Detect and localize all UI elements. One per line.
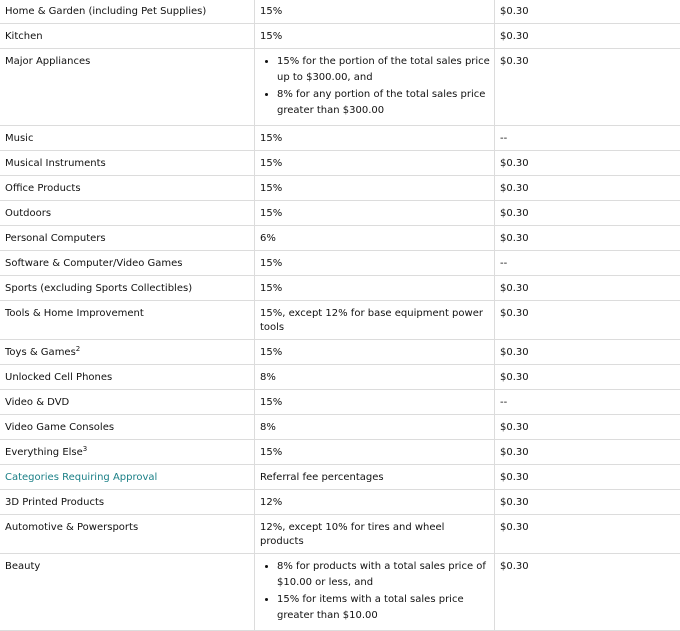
category-cell (0, 251, 255, 276)
table-row (0, 365, 680, 390)
category-cell (0, 340, 255, 365)
min-fee-cell: $0.30 (495, 176, 680, 201)
referral-fee-cell: Referral fee percentages (255, 465, 495, 490)
table-row (0, 126, 680, 151)
list-item: • 15% for items with a total sales price greater than $10.00 (277, 592, 490, 623)
category-cell (0, 151, 255, 176)
category-cell (0, 415, 255, 440)
category-cell (0, 126, 255, 151)
category-label: Musical Instruments (5, 158, 106, 169)
referral-fee-cell (255, 554, 495, 631)
category-label: Tools & Home Improvement (5, 308, 144, 319)
min-fee-cell: $0.30 (495, 554, 680, 631)
referral-fee-cell: 15% (255, 251, 495, 276)
category-cell (0, 490, 255, 515)
category-label: Unlocked Cell Phones (5, 372, 112, 383)
category-cell (0, 554, 255, 631)
min-fee-cell: $0.30 (495, 515, 680, 554)
min-fee-cell: $0.30 (495, 226, 680, 251)
referral-fee-list (260, 559, 490, 623)
category-cell (0, 276, 255, 301)
referral-fee-cell: 15% (255, 390, 495, 415)
min-fee-cell: $0.30 (495, 490, 680, 515)
table-row (0, 465, 680, 490)
list-item: • 8% for any portion of the total sales price greater than $300.00 (277, 87, 490, 118)
referral-fee-cell: 15% (255, 440, 495, 465)
category-label: Major Appliances (5, 56, 90, 67)
referral-fee-cell: 12% (255, 490, 495, 515)
table-row (0, 276, 680, 301)
referral-fee-cell: 15% (255, 151, 495, 176)
category-label: Toys & Games (5, 347, 76, 358)
referral-fee-cell (255, 49, 495, 126)
table-row (0, 440, 680, 465)
min-fee-cell: $0.30 (495, 151, 680, 176)
table-row (0, 176, 680, 201)
category-label: Everything Else (5, 447, 83, 458)
min-fee-cell: $0.30 (495, 440, 680, 465)
min-fee-cell: -- (495, 251, 680, 276)
min-fee-cell: $0.30 (495, 415, 680, 440)
category-cell (0, 390, 255, 415)
category-label: Video Game Consoles (5, 422, 114, 433)
list-item: • 8% for products with a total sales price of $10.00 or less, and (277, 559, 490, 590)
table-row (0, 490, 680, 515)
referral-fee-cell: 8% (255, 365, 495, 390)
category-cell (0, 24, 255, 49)
category-cell (0, 226, 255, 251)
list-item: • 15% for the portion of the total sales price up to $300.00, and (277, 54, 490, 85)
category-label: 3D Printed Products (5, 497, 104, 508)
category-cell (0, 440, 255, 465)
category-cell (0, 0, 255, 24)
referral-fee-cell: 8% (255, 415, 495, 440)
table-row (0, 201, 680, 226)
min-fee-cell: $0.30 (495, 340, 680, 365)
referral-fee-cell: 15% (255, 340, 495, 365)
categories-requiring-approval-link[interactable]: Categories Requiring Approval (5, 472, 157, 483)
category-cell (0, 49, 255, 126)
referral-fee-cell: 15% (255, 126, 495, 151)
footnote-marker: 2 (76, 345, 80, 353)
category-label: Personal Computers (5, 233, 106, 244)
category-label: Outdoors (5, 208, 51, 219)
min-fee-cell: $0.30 (495, 0, 680, 24)
min-fee-cell: $0.30 (495, 49, 680, 126)
category-label: Video & DVD (5, 397, 69, 408)
min-fee-cell: -- (495, 390, 680, 415)
min-fee-cell: $0.30 (495, 201, 680, 226)
table-row (0, 390, 680, 415)
category-cell (0, 365, 255, 390)
referral-fee-cell: 15% (255, 201, 495, 226)
category-label: Office Products (5, 183, 81, 194)
min-fee-cell: $0.30 (495, 24, 680, 49)
table-row (0, 0, 680, 24)
min-fee-cell: $0.30 (495, 365, 680, 390)
table-row (0, 24, 680, 49)
min-fee-cell: $0.30 (495, 465, 680, 490)
referral-fee-list (260, 54, 490, 118)
category-label: Beauty (5, 561, 40, 572)
referral-fee-cell: 15% (255, 0, 495, 24)
footnote-marker: 3 (83, 445, 87, 453)
category-cell (0, 201, 255, 226)
table-row (0, 515, 680, 554)
table-row (0, 251, 680, 276)
min-fee-cell: -- (495, 126, 680, 151)
category-label: Sports (excluding Sports Collectibles) (5, 283, 192, 294)
referral-fee-cell: 12%, except 10% for tires and wheel products (255, 515, 495, 554)
table-row (0, 151, 680, 176)
category-cell[interactable] (0, 465, 255, 490)
referral-fee-cell: 15% (255, 176, 495, 201)
referral-fee-cell: 15%, except 12% for base equipment power tools (255, 301, 495, 340)
referral-fee-cell: 15% (255, 24, 495, 49)
table-row (0, 301, 680, 340)
category-cell (0, 176, 255, 201)
category-label: Automotive & Powersports (5, 522, 138, 533)
category-label: Software & Computer/Video Games (5, 258, 183, 269)
table-row (0, 554, 680, 631)
category-label: Kitchen (5, 31, 43, 42)
category-label: Music (5, 133, 33, 144)
table-row (0, 415, 680, 440)
referral-fee-cell: 6% (255, 226, 495, 251)
min-fee-cell: $0.30 (495, 276, 680, 301)
category-cell (0, 301, 255, 340)
table-row (0, 340, 680, 365)
referral-fee-cell: 15% (255, 276, 495, 301)
min-fee-cell: $0.30 (495, 301, 680, 340)
category-cell (0, 515, 255, 554)
table-row (0, 226, 680, 251)
category-label: Home & Garden (including Pet Supplies) (5, 6, 206, 17)
table-row (0, 49, 680, 126)
